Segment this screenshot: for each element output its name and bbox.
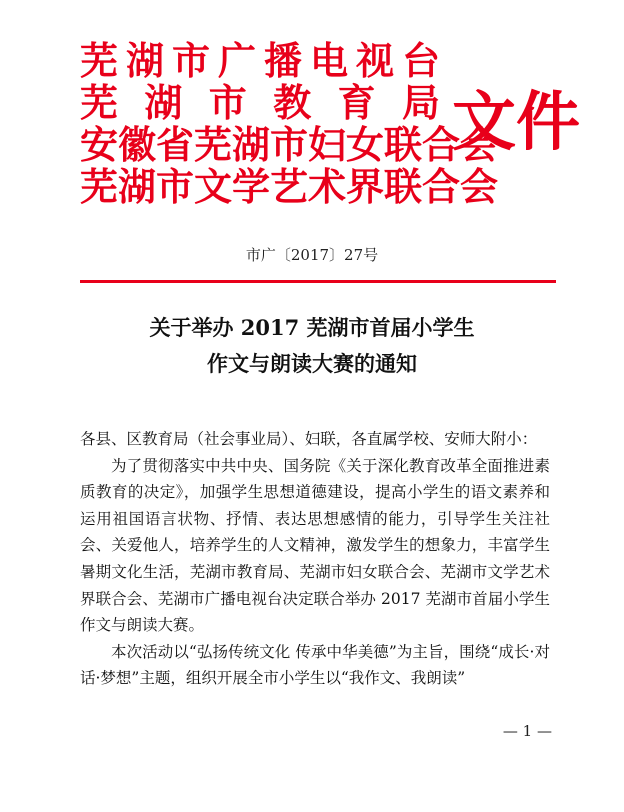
document-type-label: 文件 (452, 85, 580, 160)
title-line-2: 作文与朗读大赛的通知 (207, 351, 417, 376)
notice-body (80, 426, 550, 692)
page-number: — 1 — (502, 722, 552, 740)
body-paragraph-1: 为了贯彻落实中共中央、国务院《关于深化教育改革全面推进素质教育的决定》，加强学生思想道德建设，提高小学生的语文素养和运用祖国语言状物、抒情、表达思想感情的能力，引导学生关注社会、关爱他人，培养学生的人文精神，激发学生的想象力，丰富学生暑期文化生活，芜湖市教育局、芜湖市妇女联合会、芜湖市文学艺术界联合会、芜湖市广播电视台决定联合举办 2017 芜湖市首届小学生作文与朗读大赛。 (80, 456, 550, 635)
issuer-broadcasting-station: 芜湖市广播电视台 (80, 38, 440, 83)
title-line-1: 关于举办 2017 芜湖市首届小学生 (149, 315, 475, 340)
document-number: 市广〔2017〕27号 (245, 246, 379, 264)
red-separator-line (80, 280, 556, 283)
issuer-education-bureau: 芜湖市教育局 (80, 80, 440, 125)
issuer-womens-federation: 安徽省芜湖市妇女联合会 (80, 122, 499, 167)
issuing-authorities (80, 38, 499, 209)
notice-title (0, 310, 624, 382)
issuer-arts-federation: 芜湖市文学艺术界联合会 (80, 164, 499, 209)
document-header (80, 38, 580, 215)
body-paragraph-2: 本次活动以“弘扬传统文化 传承中华美德”为主旨，围绕“成长·对话·梦想”主题，组织开展全市小学生以“我作文、我朗读” (80, 642, 550, 688)
salutation: 各县、区教育局（社会事业局）、妇联，各直属学校、安师大附小： (80, 430, 538, 448)
